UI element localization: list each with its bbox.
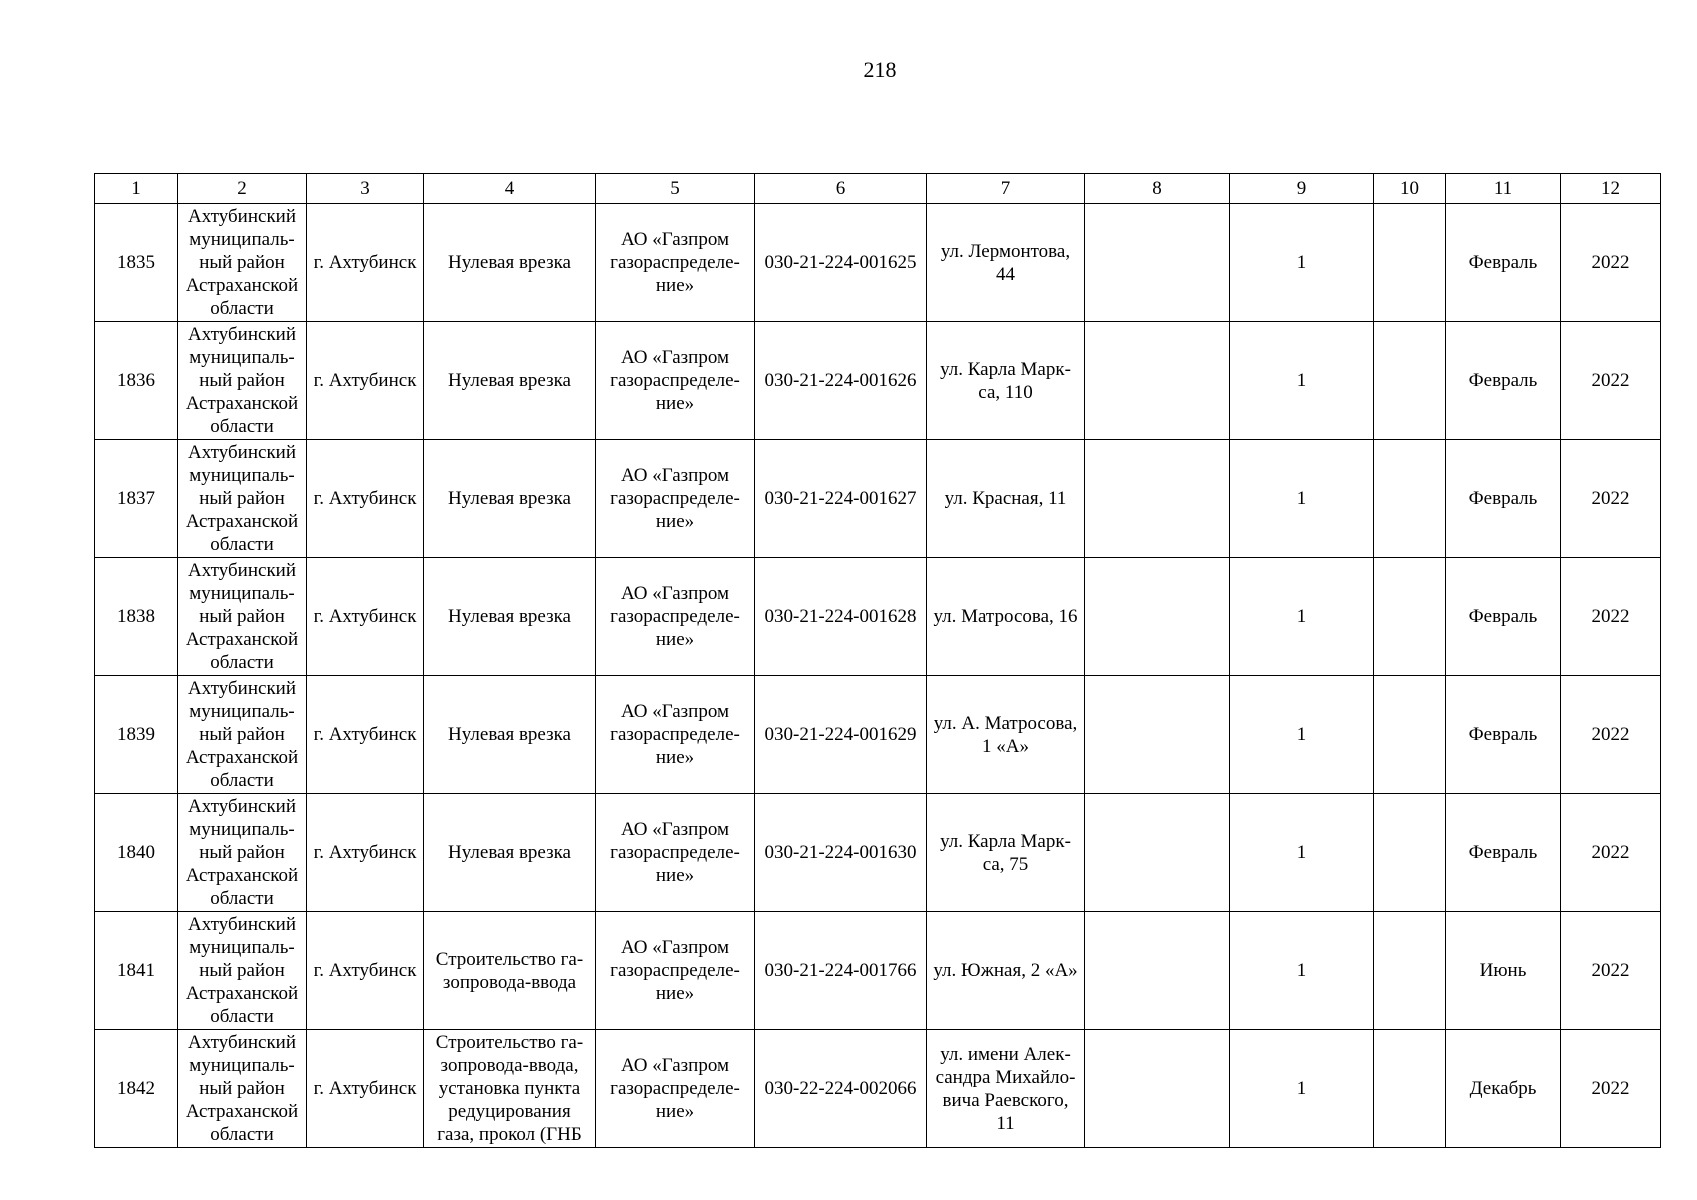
object-code-cell: 030-21-224-001628 [755,558,927,676]
row-number-cell: 1838 [95,558,178,676]
month-cell: Февраль [1446,440,1561,558]
organization-line: АО «Газпром [620,701,730,722]
district-cell [178,322,307,440]
district-line: Ахтубинский [187,1032,297,1053]
organization-line: ние» [655,393,695,414]
object-code-cell: 030-22-224-002066 [755,1030,927,1148]
organization-line: АО «Газпром [620,347,730,368]
district-cell [178,558,307,676]
table-body [95,204,1661,1148]
address-cell [927,440,1085,558]
work-type-cell [424,912,596,1030]
work-type-line: Строительство га- [435,1032,584,1053]
address-cell [927,794,1085,912]
quantity-cell: 1 [1230,794,1374,912]
district-line: муниципаль- [189,347,295,368]
organization-line: газораспределе- [610,488,740,509]
district-line: Астраханской [185,747,299,768]
organization-line: газораспределе- [610,606,740,627]
work-type-line: редуцирования [448,1101,571,1122]
address-line: са, 75 [982,853,1029,875]
table-row [95,322,1661,440]
organization-line: ние» [655,629,695,650]
city-cell: г. Ахтубинск [307,676,424,794]
district-line: Астраханской [185,865,299,886]
address-line: ул. Матросова, 16 [933,606,1078,627]
district-line: ный район [199,724,285,745]
quantity-cell: 1 [1230,558,1374,676]
work-type-line: газа, прокол (ГНБ [437,1124,582,1145]
year-cell: 2022 [1561,912,1661,1030]
organization-cell [596,676,755,794]
year-cell: 2022 [1561,676,1661,794]
address-line: ул. Карла Марк- [940,358,1071,380]
district-line: Астраханской [185,511,299,532]
month-cell: Февраль [1446,322,1561,440]
column-10-cell [1374,1030,1446,1148]
organization-line: ние» [655,983,695,1004]
table-row [95,440,1661,558]
organization-cell [596,204,755,322]
district-line: области [210,534,274,555]
table-row [95,794,1661,912]
address-line: ул. Карла Марк- [940,830,1071,852]
district-line: Астраханской [185,1101,299,1122]
year-cell: 2022 [1561,1030,1661,1148]
object-code-cell: 030-21-224-001625 [755,204,927,322]
address-line: сандра Михайло- [935,1066,1076,1088]
organization-line: газораспределе- [610,842,740,863]
organization-cell [596,322,755,440]
work-type-cell [424,1030,596,1148]
organization-line: АО «Газпром [620,1055,730,1076]
address-cell [927,204,1085,322]
district-line: области [210,770,274,791]
address-line: ул. имени Алек- [940,1043,1071,1065]
district-line: Ахтубинский [187,442,297,463]
column-header-12: 12 [1561,174,1661,204]
row-number-cell: 1836 [95,322,178,440]
city-cell: г. Ахтубинск [307,558,424,676]
work-type-cell [424,204,596,322]
column-header-9: 9 [1230,174,1374,204]
column-header-11: 11 [1446,174,1561,204]
work-type-line: зопровода-ввода, [440,1055,579,1076]
district-line: муниципаль- [189,701,295,722]
organization-cell [596,1030,755,1148]
work-type-line: Нулевая врезка [448,724,571,745]
work-type-line: зопровода-ввода [442,971,577,993]
column-8-cell [1085,558,1230,676]
address-line: ул. Лермонтова, [940,240,1071,262]
organization-cell [596,794,755,912]
row-number-cell: 1835 [95,204,178,322]
column-header-1: 1 [95,174,178,204]
work-type-cell [424,440,596,558]
row-number-cell: 1837 [95,440,178,558]
row-number-cell: 1842 [95,1030,178,1148]
address-line: 11 [996,1112,1015,1134]
district-line: ный район [199,1078,285,1099]
district-line: Ахтубинский [187,796,297,817]
district-line: Астраханской [185,275,299,296]
address-line: ул. Красная, 11 [944,488,1067,509]
quantity-cell: 1 [1230,676,1374,794]
address-cell [927,1030,1085,1148]
organization-line: газораспределе- [610,252,740,273]
district-line: муниципаль- [189,465,295,486]
work-type-cell [424,676,596,794]
organization-cell [596,558,755,676]
district-line: ный район [199,488,285,509]
year-cell: 2022 [1561,322,1661,440]
district-line: Ахтубинский [187,678,297,699]
page-number: 218 [863,57,897,82]
district-line: Ахтубинский [187,324,297,345]
district-cell [178,676,307,794]
district-line: муниципаль- [189,1055,295,1076]
work-type-line: Нулевая врезка [448,842,571,863]
address-cell [927,676,1085,794]
table-row [95,204,1661,322]
district-line: ный район [199,252,285,273]
city-cell: г. Ахтубинск [307,794,424,912]
address-line: ул. А. Матросова, [933,712,1078,734]
district-line: Ахтубинский [187,560,297,581]
district-cell [178,204,307,322]
district-line: области [210,1006,274,1027]
table-row [95,676,1661,794]
organization-line: газораспределе- [610,1078,740,1099]
organization-line: АО «Газпром [620,937,730,958]
object-code-cell: 030-21-224-001630 [755,794,927,912]
district-cell [178,912,307,1030]
row-number-cell: 1841 [95,912,178,1030]
organization-line: АО «Газпром [620,465,730,486]
district-line: области [210,888,274,909]
quantity-cell: 1 [1230,912,1374,1030]
month-cell: Февраль [1446,794,1561,912]
column-10-cell [1374,322,1446,440]
header-row [95,174,1661,204]
district-cell [178,440,307,558]
district-line: ный район [199,370,285,391]
row-number-cell: 1840 [95,794,178,912]
district-line: муниципаль- [189,229,295,250]
table-row [95,1030,1661,1148]
district-line: ный район [199,960,285,981]
work-type-cell [424,794,596,912]
column-header-2: 2 [178,174,307,204]
column-8-cell [1085,1030,1230,1148]
object-code-cell: 030-21-224-001627 [755,440,927,558]
column-8-cell [1085,676,1230,794]
column-10-cell [1374,558,1446,676]
address-cell [927,558,1085,676]
quantity-cell: 1 [1230,1030,1374,1148]
month-cell: Февраль [1446,204,1561,322]
object-code-cell: 030-21-224-001629 [755,676,927,794]
object-code-cell: 030-21-224-001626 [755,322,927,440]
month-cell: Февраль [1446,558,1561,676]
district-line: Астраханской [185,629,299,650]
object-code-cell: 030-21-224-001766 [755,912,927,1030]
year-cell: 2022 [1561,440,1661,558]
work-type-line: Нулевая врезка [448,606,571,627]
work-type-line: Нулевая врезка [448,370,571,391]
month-cell: Июнь [1446,912,1561,1030]
organization-cell [596,912,755,1030]
city-cell: г. Ахтубинск [307,440,424,558]
district-cell [178,794,307,912]
column-8-cell [1085,912,1230,1030]
district-line: области [210,416,274,437]
work-type-line: Нулевая врезка [448,252,571,273]
table-row [95,558,1661,676]
table-row [95,912,1661,1030]
district-line: ный район [199,606,285,627]
organization-line: ние» [655,747,695,768]
year-cell: 2022 [1561,794,1661,912]
column-header-10: 10 [1374,174,1446,204]
month-cell: Декабрь [1446,1030,1561,1148]
column-8-cell [1085,322,1230,440]
organization-line: ние» [655,275,695,296]
address-line: 1 «А» [982,735,1029,757]
column-8-cell [1085,204,1230,322]
district-line: Астраханской [185,393,299,414]
district-cell [178,1030,307,1148]
column-header-8: 8 [1085,174,1230,204]
work-type-cell [424,558,596,676]
district-line: муниципаль- [189,937,295,958]
organization-line: АО «Газпром [620,583,730,604]
district-line: муниципаль- [189,583,295,604]
work-type-line: Нулевая врезка [448,488,571,509]
work-type-line: установка пункта [438,1078,581,1099]
organization-line: ние» [655,1101,695,1122]
quantity-cell: 1 [1230,440,1374,558]
column-header-5: 5 [596,174,755,204]
year-cell: 2022 [1561,204,1661,322]
organization-line: АО «Газпром [620,819,730,840]
organization-line: газораспределе- [610,724,740,745]
column-header-7: 7 [927,174,1085,204]
district-line: Астраханской [185,983,299,1004]
organization-cell [596,440,755,558]
district-line: Ахтубинский [187,914,297,935]
column-header-6: 6 [755,174,927,204]
quantity-cell: 1 [1230,322,1374,440]
district-line: области [210,298,274,319]
column-8-cell [1085,794,1230,912]
organization-line: АО «Газпром [620,229,730,250]
city-cell: г. Ахтубинск [307,204,424,322]
organization-line: ние» [655,865,695,886]
city-cell: г. Ахтубинск [307,1030,424,1148]
column-10-cell [1374,794,1446,912]
organization-line: ние» [655,511,695,532]
column-10-cell [1374,912,1446,1030]
organization-line: газораспределе- [610,960,740,981]
column-10-cell [1374,676,1446,794]
address-line: вича Раевского, [942,1089,1069,1111]
year-cell: 2022 [1561,558,1661,676]
gas-connection-table [94,173,1661,1148]
column-8-cell [1085,440,1230,558]
address-line: са, 110 [978,381,1033,403]
organization-line: газораспределе- [610,370,740,391]
address-cell [927,912,1085,1030]
district-line: ный район [199,842,285,863]
district-line: муниципаль- [189,819,295,840]
work-type-cell [424,322,596,440]
work-type-line: Строительство га- [435,948,584,970]
address-line: 44 [996,263,1015,285]
month-cell: Февраль [1446,676,1561,794]
column-10-cell [1374,440,1446,558]
row-number-cell: 1839 [95,676,178,794]
district-line: области [210,652,274,673]
column-header-3: 3 [307,174,424,204]
district-line: области [210,1124,274,1145]
address-cell [927,322,1085,440]
quantity-cell: 1 [1230,204,1374,322]
city-cell: г. Ахтубинск [307,912,424,1030]
city-cell: г. Ахтубинск [307,322,424,440]
district-line: Ахтубинский [187,206,297,227]
address-line: ул. Южная, 2 «А» [933,960,1078,981]
column-10-cell [1374,204,1446,322]
column-header-4: 4 [424,174,596,204]
